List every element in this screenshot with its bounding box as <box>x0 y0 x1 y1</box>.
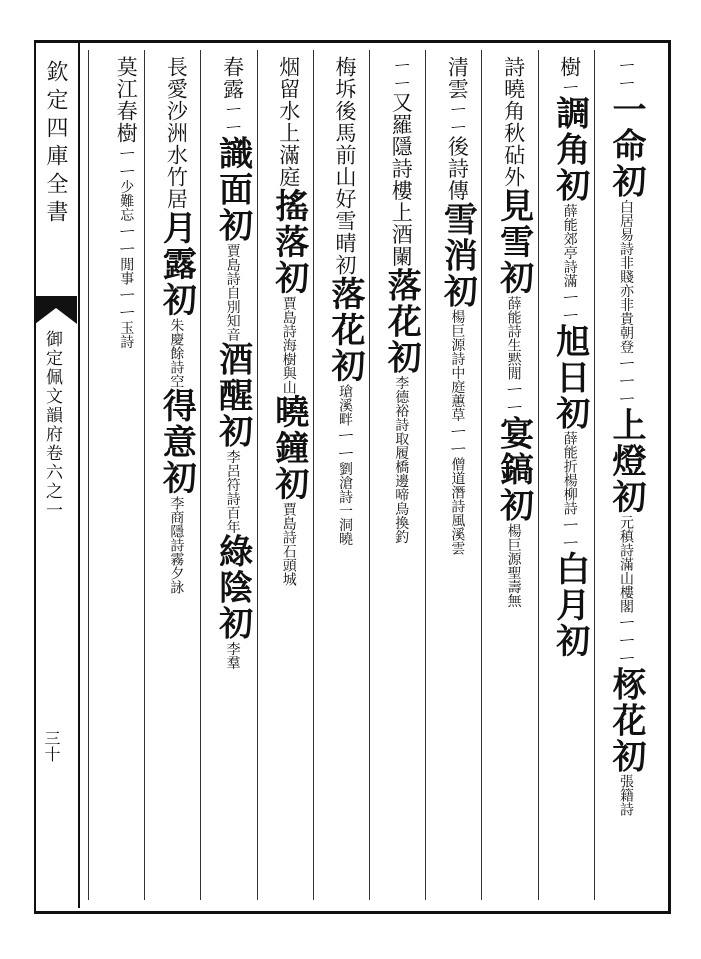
annotation-text: ㄧㄧ <box>114 221 139 258</box>
headword: 白月初 <box>549 551 590 660</box>
annotation-text: 清雲ㄧㄧ <box>445 56 470 136</box>
annotation-text: 莫江春樹ㄧㄧ <box>114 56 139 180</box>
headword: 上燈初 <box>605 407 646 516</box>
headword: 調角初 <box>549 95 590 204</box>
annotation-text: 薛能折楊柳詩 <box>561 431 578 516</box>
text-column <box>150 56 196 896</box>
annotation-text: 玉詩 <box>118 320 135 349</box>
headword: 曉鐘初 <box>268 394 309 502</box>
headword: 旭日初 <box>549 323 590 432</box>
annotation-text: 閒事 <box>118 257 135 286</box>
annotation-text: 瑲溪畔 <box>336 384 353 426</box>
annotation-text: 少難忘 <box>118 179 135 222</box>
annotation-text: 張籍詩 <box>617 774 634 817</box>
column-rule <box>257 50 258 900</box>
headword: 落花初 <box>324 276 365 384</box>
headword: 搖落初 <box>268 188 309 296</box>
text-column <box>600 56 646 896</box>
annotation-text: 劉滄詩一洞曉 <box>336 461 353 546</box>
annotation-text: 楊巨源詩中庭蕙草 <box>449 309 466 422</box>
annotation-text: 楊巨源聖壽無 <box>505 523 522 608</box>
annotation-text: 樹ㄧ <box>557 56 582 96</box>
headword: 月露初 <box>156 210 197 318</box>
annotation-text: ㄧㄧㄧ <box>613 613 638 667</box>
annotation-text: 賈島詩自別知音 <box>224 243 241 342</box>
annotation-text: ㄧㄧ <box>445 421 470 458</box>
column-rule <box>88 50 89 900</box>
column-rule <box>425 50 426 900</box>
annotation-text: 非貴朝登 <box>617 297 634 354</box>
text-column <box>263 56 309 896</box>
annotation-text: 賈島詩海樹與山 <box>280 296 297 394</box>
column-rule <box>369 50 370 900</box>
annotation-text: 烟留水上滿庭 <box>276 56 301 188</box>
column-rule <box>481 50 482 900</box>
headword: 得意初 <box>156 388 197 496</box>
column-rule <box>594 50 595 900</box>
annotation-text: ㄧㄧ <box>613 56 638 92</box>
headword: 識面初 <box>212 135 253 244</box>
annotation-text: 僧道潛詩風溪雲 <box>449 457 466 556</box>
annotation-text: 樓閣 <box>617 585 634 614</box>
annotation-text: 李德裕詩取履橋邊啼鳥換釣 <box>393 375 410 544</box>
annotation-text: 李羣 <box>224 641 241 670</box>
column-rule <box>200 50 201 900</box>
column-rule <box>144 50 145 900</box>
headword: 宴鎬初 <box>493 415 534 524</box>
headword: 㭬花初 <box>605 666 646 775</box>
annotation-text: ㄧㄧ <box>557 515 582 552</box>
annotation-text: 薛能詩生黙閒 <box>505 296 522 380</box>
headword: 酒醒初 <box>212 341 253 450</box>
annotation-text: 賈島詩石頭城 <box>280 502 297 586</box>
column-rule <box>313 50 314 900</box>
annotation-text: 李呂符詩百年 <box>224 449 241 534</box>
annotation-text: 薛能郊亭詩滿 <box>561 203 578 288</box>
text-column <box>206 56 252 896</box>
headword: 綠陰初 <box>212 533 253 642</box>
annotation-text: 朱慶餘詩空 <box>168 318 185 388</box>
annotation-text: 梅坼後馬前山好雪晴初 <box>332 56 357 276</box>
headword: 雪消初 <box>437 201 478 310</box>
annotation-text: ㄧㄧ <box>501 380 526 416</box>
text-column <box>375 56 421 896</box>
text-column <box>431 56 477 896</box>
annotation-text: 元稹詩滿山 <box>617 515 634 586</box>
headword: 一命初 <box>605 91 646 200</box>
text-column <box>319 56 365 896</box>
headword: 見雪初 <box>493 188 534 296</box>
text-column <box>94 56 140 896</box>
fish-tail-ornament-icon <box>35 296 77 324</box>
annotation-text: 李商隱詩霧夕詠 <box>168 496 185 594</box>
book-title: 欽定四庫全書 <box>43 60 68 228</box>
annotation-text: 後詩傳 <box>445 135 470 202</box>
annotation-text: ㄧㄧ <box>332 426 357 462</box>
annotation-text: 白居易詩非賤亦 <box>617 199 634 298</box>
column-rule <box>538 50 539 900</box>
headword: 落花初 <box>381 267 422 376</box>
annotation-text: ㄧㄧㄧ <box>613 353 638 408</box>
annotation-text: ㄧㄧ又羅隱詩樓上酒闌 <box>389 56 414 268</box>
annotation-text: 長愛沙洲水竹居 <box>164 56 189 210</box>
annotation-text: ㄧㄧ <box>557 287 582 324</box>
annotation-text: 春露ㄧㄧ <box>220 56 245 136</box>
chapter-title: 御定佩文韻府卷六之一 <box>42 330 62 520</box>
annotation-text: ㄧㄧ <box>114 285 139 321</box>
annotation-text: 詩曉角秋砧外 <box>501 56 526 188</box>
text-column <box>487 56 533 896</box>
page-number: 三十 <box>42 730 61 762</box>
text-column <box>544 56 590 896</box>
